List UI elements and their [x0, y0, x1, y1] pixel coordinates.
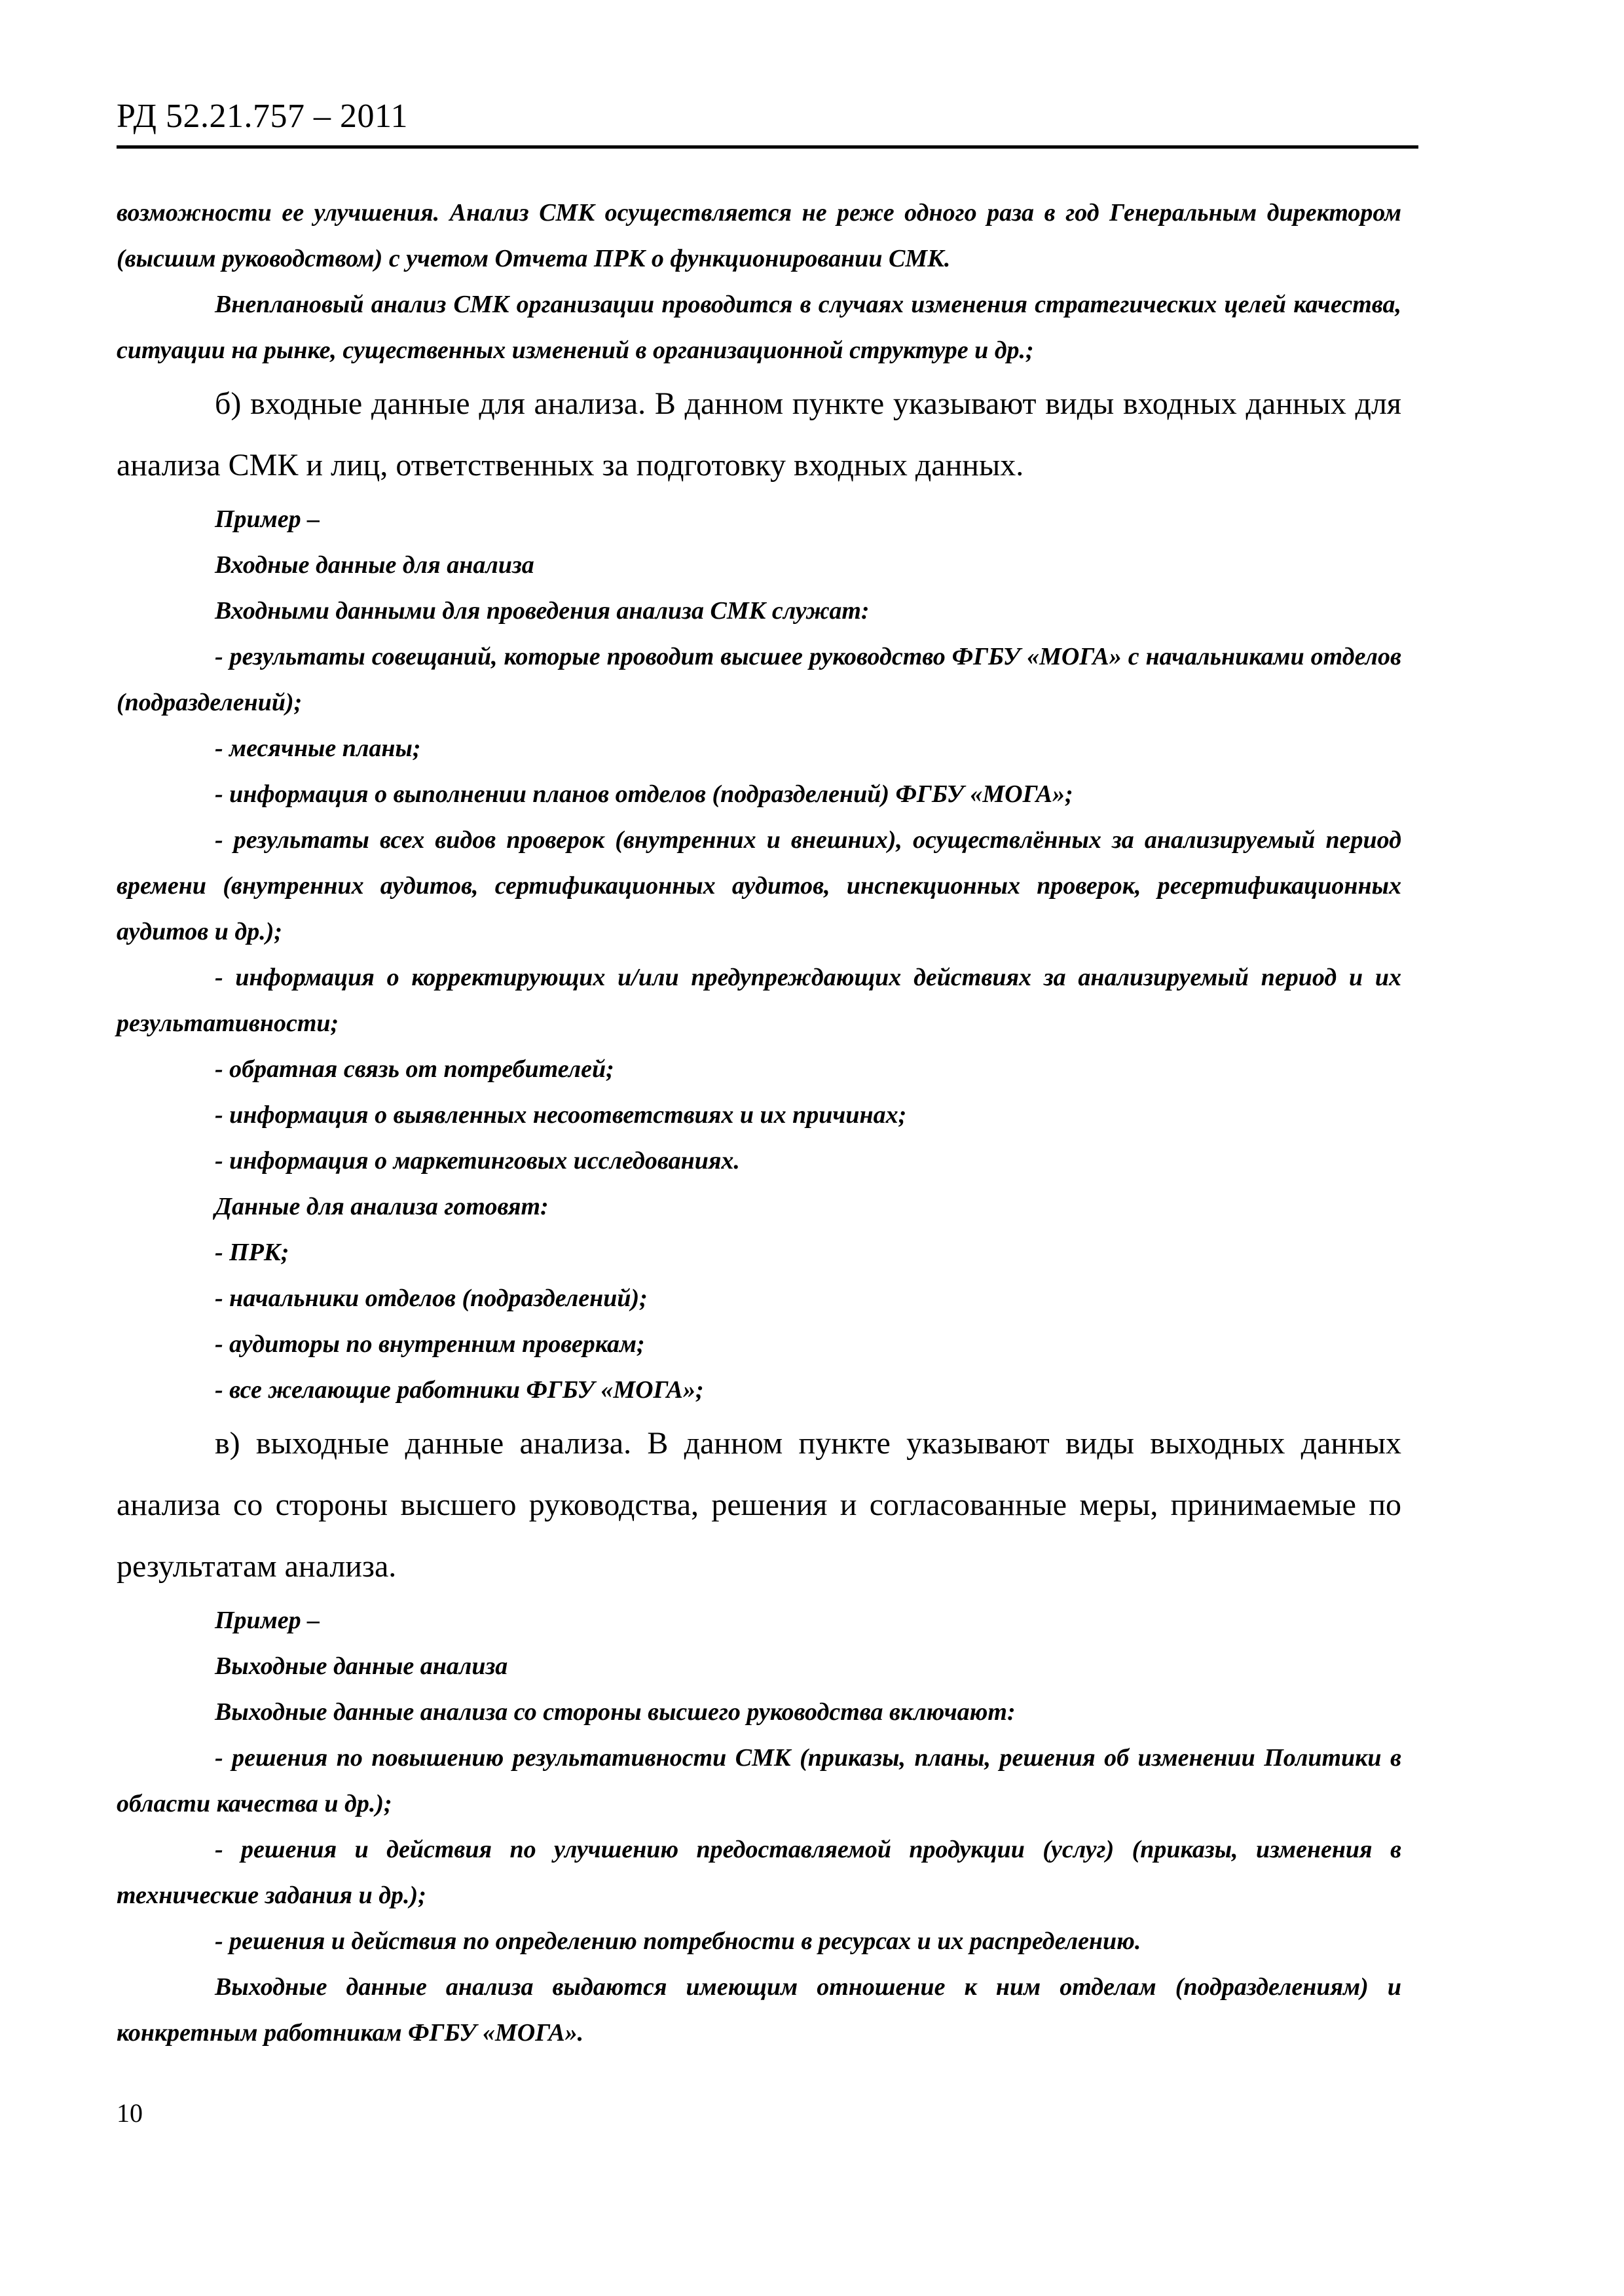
paragraph-unscheduled-analysis: Внеплановый анализ СМК организации проводится в случаях изменения стратегических целей качества, ситуации на рынке, существенных изменений в организационной структуре и др.; [117, 291, 1401, 364]
list-item: - информация о корректирующих и/или предупреждающих действиях за анализируемый период и их результативности; [117, 964, 1401, 1037]
example-title-output-data: Выходные данные анализа [215, 1652, 508, 1680]
list-item: - обратная связь от потребителей; [215, 1055, 614, 1083]
list-item: - результаты совещаний, которые проводит высшее руководство ФГБУ «МОГА» с начальниками отделов (подразделений); [117, 643, 1401, 716]
data-preparers-intro: Данные для анализа готовят: [215, 1193, 549, 1220]
paragraph-smk-analysis-frequency: возможности ее улучшения. Анализ СМК осуществляется не реже одного раза в год Генеральным директором (высшим руководством) с учетом Отчета ПРК о функционировании СМК. [117, 199, 1401, 272]
document-body [117, 190, 1401, 2056]
list-item: - информация о маркетинговых исследованиях. [215, 1147, 740, 1175]
list-item: - решения и действия по определению потребности в ресурсах и их распределению. [215, 1927, 1141, 1955]
list-item: - информация о выполнении планов отделов (подразделений) ФГБУ «МОГА»; [215, 780, 1073, 808]
list-item: - начальники отделов (подразделений); [215, 1285, 648, 1312]
page-number: 10 [117, 2098, 143, 2128]
paragraph-input-data-heading: б) входные данные для анализа. В данном пункте указывают виды входных данных для анализа СМК и лиц, ответственных за подготовку входных данных. [117, 386, 1401, 483]
example-title-input-data: Входные данные для анализа [215, 551, 534, 579]
list-item: - информация о выявленных несоответствиях и их причинах; [215, 1101, 907, 1129]
paragraph-output-data-heading: в) выходные данные анализа. В данном пункте указывают виды выходных данных анализа со стороны высшего руководства, решения и согласованные меры, принимаемые по результатам анализа. [117, 1426, 1401, 1584]
list-item: - решения по повышению результативности СМК (приказы, планы, решения об изменении Политики в области качества и др.); [117, 1744, 1401, 1817]
paragraph-output-distribution: Выходные данные анализа выдаются имеющим отношение к ним отделам (подразделениям) и конкретным работникам ФГБУ «МОГА». [117, 1973, 1401, 2047]
list-item: - аудиторы по внутренним проверкам; [215, 1330, 645, 1358]
list-item: - все желающие работники ФГБУ «МОГА»; [215, 1376, 704, 1404]
example-label: Пример – [215, 1607, 320, 1634]
document-code-header: РД 52.21.757 – 2011 [117, 98, 409, 135]
example-label: Пример – [215, 505, 320, 533]
list-item: - месячные планы; [215, 735, 421, 762]
input-data-intro: Входными данными для проведения анализа СМК служат: [215, 597, 870, 625]
output-data-intro: Выходные данные анализа со стороны высшего руководства включают: [215, 1698, 1016, 1726]
header-divider [117, 145, 1418, 149]
list-item: - ПРК; [215, 1239, 289, 1266]
list-item: - результаты всех видов проверок (внутренних и внешних), осуществлённых за анализируемый период времени (внутренних аудитов, сертификационных аудитов, инспекционных проверок, ресертификационных аудитов и др.); [117, 826, 1401, 945]
list-item: - решения и действия по улучшению предоставляемой продукции (услуг) (приказы, изменения в технические задания и др.); [117, 1836, 1401, 1909]
